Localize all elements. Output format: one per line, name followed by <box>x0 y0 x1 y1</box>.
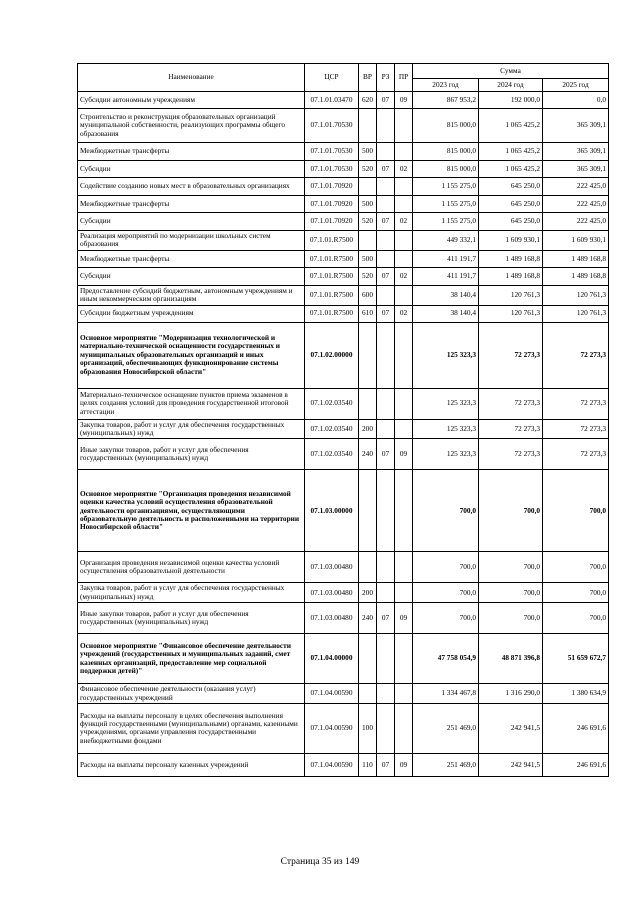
header-year-2025: 2025 год <box>543 79 609 92</box>
cell-csr: 07.1.01.R7500 <box>305 231 359 251</box>
cell-vr: 240 <box>359 439 377 470</box>
cell-name: Иные закупки товаров, работ и услуг для обеспечения государственных (муниципальных) нужд <box>78 603 305 634</box>
cell-y2: 72 273,3 <box>479 388 543 419</box>
cell-vr: 600 <box>359 285 377 305</box>
cell-y3: 72 273,3 <box>543 439 609 470</box>
cell-y2: 1 065 425,2 <box>479 161 543 178</box>
cell-y1: 449 332,1 <box>413 231 479 251</box>
budget-table <box>77 63 609 777</box>
cell-y2: 72 273,3 <box>479 419 543 439</box>
cell-csr: 07.1.01.70530 <box>305 143 359 161</box>
cell-y3: 700,0 <box>543 603 609 634</box>
cell-csr: 07.1.01.70920 <box>305 196 359 213</box>
cell-y1: 125 323,3 <box>413 322 479 388</box>
cell-pr <box>395 552 413 583</box>
cell-vr <box>359 388 377 419</box>
cell-y3: 1 380 634,9 <box>543 684 609 704</box>
cell-y1: 815 000,0 <box>413 143 479 161</box>
cell-y2: 645 250,0 <box>479 213 543 231</box>
cell-rz <box>377 250 395 267</box>
cell-rz: 07 <box>377 92 395 109</box>
cell-y1: 815 000,0 <box>413 161 479 178</box>
cell-vr: 100 <box>359 703 377 753</box>
cell-csr: 07.1.01.70920 <box>305 178 359 196</box>
cell-pr <box>395 703 413 753</box>
cell-csr: 07.1.01.70530 <box>305 109 359 143</box>
cell-y1: 38 140,4 <box>413 285 479 305</box>
cell-vr: 200 <box>359 583 377 603</box>
cell-name: Расходы на выплаты персоналу казенных учреждений <box>78 753 305 776</box>
table-row <box>78 753 609 776</box>
cell-pr <box>395 583 413 603</box>
table-row <box>78 439 609 470</box>
table-row <box>78 231 609 251</box>
cell-name: Субсидии <box>78 267 305 285</box>
cell-y2: 700,0 <box>479 603 543 634</box>
cell-y2: 700,0 <box>479 470 543 552</box>
cell-y2: 1 065 425,2 <box>479 143 543 161</box>
cell-name: Межбюджетные трансферты <box>78 143 305 161</box>
cell-pr: 02 <box>395 161 413 178</box>
cell-y1: 125 323,3 <box>413 439 479 470</box>
table-row <box>78 703 609 753</box>
header-name: Наименование <box>78 64 305 92</box>
cell-rz: 07 <box>377 267 395 285</box>
cell-rz <box>377 703 395 753</box>
cell-y1: 1 334 467,8 <box>413 684 479 704</box>
cell-y2: 242 941,5 <box>479 703 543 753</box>
cell-vr <box>359 684 377 704</box>
header-rz: РЗ <box>377 64 395 92</box>
cell-y1: 700,0 <box>413 603 479 634</box>
cell-vr: 500 <box>359 250 377 267</box>
table-row <box>78 684 609 704</box>
cell-y1: 700,0 <box>413 583 479 603</box>
cell-csr: 07.1.01.03470 <box>305 92 359 109</box>
table-row <box>78 196 609 213</box>
table-row <box>78 388 609 419</box>
cell-y3: 51 659 672,7 <box>543 634 609 684</box>
cell-pr: 02 <box>395 267 413 285</box>
cell-y1: 411 191,7 <box>413 267 479 285</box>
cell-y3: 0,0 <box>543 92 609 109</box>
table-row <box>78 109 609 143</box>
header-year-2023: 2023 год <box>413 79 479 92</box>
cell-csr: 07.1.04.00590 <box>305 703 359 753</box>
cell-name: Содействие созданию новых мест в образовательных организациях <box>78 178 305 196</box>
cell-y2: 1 489 168,8 <box>479 267 543 285</box>
cell-name: Основное мероприятие "Финансовое обеспечение деятельности учреждений (государственных и муниципальных заданий, смет казенных организаций, предоставление мер социальной поддержки детей)" <box>78 634 305 684</box>
cell-pr: 09 <box>395 92 413 109</box>
cell-csr: 07.1.01.R7500 <box>305 250 359 267</box>
cell-pr <box>395 250 413 267</box>
cell-pr <box>395 322 413 388</box>
cell-rz: 07 <box>377 439 395 470</box>
cell-vr <box>359 322 377 388</box>
cell-pr: 09 <box>395 753 413 776</box>
cell-pr <box>395 388 413 419</box>
page-number: Страница 35 из 149 <box>280 857 360 867</box>
cell-vr: 520 <box>359 161 377 178</box>
cell-name: Расходы на выплаты персоналу в целях обеспечения выполнения функций государственными (муниципальными) органами, казенными учреждениями, органами управления государственными внебюджетными фондами <box>78 703 305 753</box>
cell-vr: 240 <box>359 603 377 634</box>
cell-rz <box>377 178 395 196</box>
cell-vr <box>359 109 377 143</box>
cell-name: Материально-техническое оснащение пунктов приема экзаменов в целях создания условий для проведения государственной итоговой аттестации <box>78 388 305 419</box>
table-row <box>78 322 609 388</box>
cell-csr: 07.1.04.00590 <box>305 753 359 776</box>
cell-y2: 1 609 930,1 <box>479 231 543 251</box>
cell-vr: 500 <box>359 196 377 213</box>
cell-y2: 48 871 396,8 <box>479 634 543 684</box>
header-sum: Сумма <box>413 64 609 79</box>
cell-pr <box>395 178 413 196</box>
header-csr: ЦСР <box>305 64 359 92</box>
cell-y3: 222 425,0 <box>543 213 609 231</box>
cell-name: Организация проведения независимой оценки качества условий осуществления образовательной деятельности <box>78 552 305 583</box>
cell-y3: 72 273,3 <box>543 322 609 388</box>
cell-y3: 120 761,3 <box>543 285 609 305</box>
table-row <box>78 603 609 634</box>
cell-y3: 700,0 <box>543 583 609 603</box>
cell-y1: 47 758 054,9 <box>413 634 479 684</box>
cell-csr: 07.1.02.03540 <box>305 419 359 439</box>
cell-y1: 1 155 275,0 <box>413 196 479 213</box>
cell-y2: 120 761,3 <box>479 285 543 305</box>
cell-y2: 1 065 425,2 <box>479 109 543 143</box>
cell-csr: 07.1.04.00000 <box>305 634 359 684</box>
cell-name: Реализация мероприятий по модернизации школьных систем образования <box>78 231 305 251</box>
header-vr: ВР <box>359 64 377 92</box>
cell-name: Иные закупки товаров, работ и услуг для обеспечения государственных (муниципальных) нужд <box>78 439 305 470</box>
cell-y3: 700,0 <box>543 552 609 583</box>
cell-pr <box>395 285 413 305</box>
cell-y3: 365 309,1 <box>543 109 609 143</box>
cell-vr: 620 <box>359 92 377 109</box>
cell-y1: 251 469,0 <box>413 753 479 776</box>
table-row <box>78 552 609 583</box>
table-row <box>78 634 609 684</box>
cell-y2: 72 273,3 <box>479 322 543 388</box>
cell-rz <box>377 552 395 583</box>
cell-rz <box>377 285 395 305</box>
cell-csr: 07.1.03.00000 <box>305 470 359 552</box>
cell-y1: 700,0 <box>413 552 479 583</box>
cell-y3: 365 309,1 <box>543 143 609 161</box>
cell-y3: 365 309,1 <box>543 161 609 178</box>
cell-y3: 700,0 <box>543 470 609 552</box>
cell-rz: 07 <box>377 305 395 322</box>
cell-name: Основное мероприятие "Организация проведения независимой оценки качества условий осуществления образовательной деятельности организациями, осуществляющими образовательную деятельность и расположенными на территории Новосибирской области" <box>78 470 305 552</box>
cell-rz <box>377 109 395 143</box>
cell-name: Субсидии бюджетным учреждениям <box>78 305 305 322</box>
cell-name: Финансовое обеспечение деятельности (оказания услуг) государственных учреждений <box>78 684 305 704</box>
cell-y3: 1 609 930,1 <box>543 231 609 251</box>
cell-vr: 500 <box>359 143 377 161</box>
cell-pr: 09 <box>395 439 413 470</box>
cell-y1: 867 953,2 <box>413 92 479 109</box>
cell-pr <box>395 634 413 684</box>
cell-rz <box>377 231 395 251</box>
cell-y3: 120 761,3 <box>543 305 609 322</box>
cell-y1: 1 155 275,0 <box>413 178 479 196</box>
cell-y1: 815 000,0 <box>413 109 479 143</box>
cell-pr <box>395 419 413 439</box>
cell-vr <box>359 552 377 583</box>
cell-y1: 700,0 <box>413 470 479 552</box>
cell-pr: 09 <box>395 603 413 634</box>
cell-pr <box>395 684 413 704</box>
cell-vr: 200 <box>359 419 377 439</box>
cell-rz <box>377 684 395 704</box>
cell-y2: 700,0 <box>479 583 543 603</box>
cell-y3: 222 425,0 <box>543 178 609 196</box>
cell-rz <box>377 196 395 213</box>
cell-csr: 07.1.01.R7500 <box>305 267 359 285</box>
table-row <box>78 143 609 161</box>
cell-y2: 242 941,5 <box>479 753 543 776</box>
cell-csr: 07.1.03.00480 <box>305 583 359 603</box>
cell-y1: 1 155 275,0 <box>413 213 479 231</box>
cell-pr <box>395 196 413 213</box>
cell-vr <box>359 231 377 251</box>
cell-name: Строительство и реконструкция образовательных организаций муниципальной собственности, реализующих программы общего образования <box>78 109 305 143</box>
cell-vr <box>359 178 377 196</box>
table-row <box>78 267 609 285</box>
cell-vr: 520 <box>359 213 377 231</box>
cell-y3: 1 489 168,8 <box>543 250 609 267</box>
cell-rz <box>377 634 395 684</box>
cell-name: Предоставление субсидий бюджетным, автономным учреждениям и иным некоммерческим организациям <box>78 285 305 305</box>
cell-y3: 222 425,0 <box>543 196 609 213</box>
cell-y1: 411 191,7 <box>413 250 479 267</box>
cell-rz <box>377 388 395 419</box>
cell-name: Межбюджетные трансферты <box>78 250 305 267</box>
header-pr: ПР <box>395 64 413 92</box>
cell-y2: 700,0 <box>479 552 543 583</box>
table-row <box>78 305 609 322</box>
cell-pr <box>395 109 413 143</box>
cell-csr: 07.1.01.R7500 <box>305 285 359 305</box>
cell-y2: 645 250,0 <box>479 196 543 213</box>
table-row <box>78 285 609 305</box>
cell-pr: 02 <box>395 305 413 322</box>
cell-csr: 07.1.03.00480 <box>305 603 359 634</box>
cell-y1: 125 323,3 <box>413 388 479 419</box>
cell-y2: 120 761,3 <box>479 305 543 322</box>
cell-name: Субсидии автономным учреждениям <box>78 92 305 109</box>
table-row <box>78 213 609 231</box>
cell-y2: 1 316 290,0 <box>479 684 543 704</box>
cell-name: Субсидии <box>78 161 305 178</box>
table-row <box>78 178 609 196</box>
table-row <box>78 470 609 552</box>
cell-csr: 07.1.01.R7500 <box>305 305 359 322</box>
cell-vr: 110 <box>359 753 377 776</box>
cell-y1: 251 469,0 <box>413 703 479 753</box>
cell-y3: 72 273,3 <box>543 388 609 419</box>
cell-rz: 07 <box>377 753 395 776</box>
cell-y3: 246 691,6 <box>543 753 609 776</box>
table-row <box>78 161 609 178</box>
cell-vr <box>359 470 377 552</box>
cell-name: Закупка товаров, работ и услуг для обеспечения государственных (муниципальных) нужд <box>78 583 305 603</box>
cell-rz <box>377 583 395 603</box>
cell-csr: 07.1.01.70920 <box>305 213 359 231</box>
table-row <box>78 92 609 109</box>
table-body <box>78 92 609 777</box>
cell-name: Основное мероприятие "Модернизация технологической и материально-технической оснащенности государственных и муниципальных образовательных организаций и иных организаций, обеспечивающих функционирование системы образования Новосибирской области" <box>78 322 305 388</box>
cell-name: Субсидии <box>78 213 305 231</box>
cell-y2: 645 250,0 <box>479 178 543 196</box>
cell-csr: 07.1.02.00000 <box>305 322 359 388</box>
cell-y1: 38 140,4 <box>413 305 479 322</box>
cell-vr <box>359 634 377 684</box>
cell-csr: 07.1.01.70530 <box>305 161 359 178</box>
cell-vr: 610 <box>359 305 377 322</box>
cell-rz <box>377 419 395 439</box>
cell-name: Закупка товаров, работ и услуг для обеспечения государственных (муниципальных) нужд <box>78 419 305 439</box>
cell-vr: 520 <box>359 267 377 285</box>
cell-pr <box>395 231 413 251</box>
cell-pr: 02 <box>395 213 413 231</box>
cell-pr <box>395 143 413 161</box>
cell-y3: 1 489 168,8 <box>543 267 609 285</box>
cell-rz: 07 <box>377 213 395 231</box>
cell-csr: 07.1.03.00480 <box>305 552 359 583</box>
cell-y2: 1 489 168,8 <box>479 250 543 267</box>
cell-rz <box>377 322 395 388</box>
cell-pr <box>395 470 413 552</box>
cell-name: Межбюджетные трансферты <box>78 196 305 213</box>
cell-csr: 07.1.02.03540 <box>305 388 359 419</box>
cell-y1: 125 323,3 <box>413 419 479 439</box>
cell-rz <box>377 143 395 161</box>
table-row <box>78 250 609 267</box>
cell-csr: 07.1.02.03540 <box>305 439 359 470</box>
cell-rz <box>377 470 395 552</box>
cell-y2: 192 000,0 <box>479 92 543 109</box>
cell-rz: 07 <box>377 161 395 178</box>
cell-y2: 72 273,3 <box>479 439 543 470</box>
cell-y3: 72 273,3 <box>543 419 609 439</box>
header-year-2024: 2024 год <box>479 79 543 92</box>
cell-csr: 07.1.04.00590 <box>305 684 359 704</box>
cell-y3: 246 691,6 <box>543 703 609 753</box>
table-row <box>78 583 609 603</box>
cell-rz: 07 <box>377 603 395 634</box>
table-row <box>78 419 609 439</box>
